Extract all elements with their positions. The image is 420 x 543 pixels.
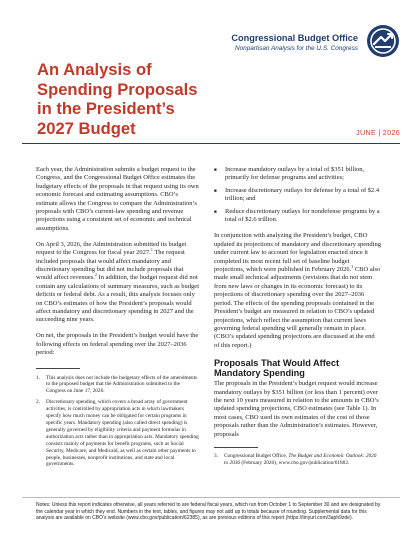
org-tagline: Nonpartisan Analysis for the U.S. Congress — [234, 45, 358, 52]
title-line-2: Spending Proposals — [37, 79, 198, 99]
mandatory-paragraph: The proposals in the President’s budget request would increase mandatory outlays by $351 billion (or less than 1 percent) over the next 10 years measured in relation to the amounts in CBO’s updated spending projections, CBO estimates (see Table 1). In most cases, CBO used its own estimates of the cost of those proposals rather than the Administration’s estimates. However, proposals — [214, 380, 379, 438]
report-title — [37, 60, 307, 138]
org-name: Congressional Budget Office — [231, 33, 358, 43]
notes-divider — [22, 497, 400, 498]
report-header — [0, 0, 420, 60]
list-item: ■ Increase discretionary outlays for defense by a total of $2.4 trillion; and — [214, 187, 381, 204]
net-effects-paragraph: On net, the proposals in the President’s budget would have the following effects on federal spending over the 2027–2036 period: — [36, 332, 199, 357]
report-notes: Notes: Unless this report indicates otherwise, all years referred to are federal fiscal years, which run from October 1 to September 30 and are designated by the calendar year in which they end. Numbers in the text, tables, and figures may not add up to totals because of rounding. Supplemental data for this analysis are available on CBO’s website (www.cbo.gov/publication/62385), as are previous editions of this report (https://tinyurl.com/3aph9zde). — [36, 502, 381, 522]
title-line-1: An Analysis of — [37, 60, 152, 79]
footnote-divider — [214, 447, 258, 448]
section-heading: Proposals That Would Affect Mandatory Spending — [214, 358, 340, 379]
footnote-ref-1[interactable]: 1 — [150, 247, 153, 252]
list-item: ■ Increase mandatory outlays by a total of $351 billion, primarily for defense programs and activities; — [214, 166, 381, 183]
footnote-ref-3[interactable]: 3 — [351, 263, 354, 269]
footnote-ref-2[interactable]: 2 — [94, 272, 97, 278]
submission-paragraph: On April 3, 2026, the Administration submitted its budget request to the Congress for fiscal year 2027.$^1$ The request included proposals that would affect mandatory and discretionary spending but did not include proposals that would affect revenues.$^2$ In addition, the budget request did not contain any calculations of summary measures, such as budget deficits or federal debt. As a result, this analysis focuses only on CBO’s estimates of how the President’s proposals would affect mandatory and discretionary spending in 2027 and the succeeding nine years. — [36, 240, 199, 324]
footnote-1: 1. This analysis does not include the budgetary effects of the amendments to the proposed budget that the Administration submitted to the Congress on June 17, 2026. — [36, 374, 198, 395]
intro-paragraph: Each year, the Administration submits a budget request to the Congress, and the Congressional Budget Office estimates the budgetary effects of the proposals in that request using its own economic forecast and estimating assumptions. CBO’s estimate allows the Congress to compare the Administration’s proposals with CBO’s current-law spending and revenue projections using a consistent set of economic and technical assumptions. — [36, 166, 199, 232]
footnote-2: 2. Discretionary spending, which covers a broad array of government activities, is controlled by appropriation acts in which lawmakers specify how much money can be obligated for certain programs in specific years. Mandatory spending (also called direct spending) is generally governed by eligibility criteria and payment formulas in authorization acts rather than in appropriation acts. Mandatory spending consists mainly of payments for benefit programs, such as Social Security, Medicare, and Medicaid, as well as certain other payments to people, businesses, nonprofit institutions, and state and local governments. — [36, 399, 199, 468]
title-line-4: 2027 Budget — [37, 118, 136, 138]
list-item: ■ Reduce discretionary outlays for nondefense programs by a total of $2.6 trillion. — [214, 208, 381, 225]
effects-list — [214, 166, 381, 224]
footnote-3: 3. Congressional Budget Office, The Budget and Economic Outlook: 2026 to 2036 (February 2026), www.cbo.gov/publication/61882. — [214, 452, 377, 466]
title-divider — [22, 143, 400, 144]
left-column — [36, 166, 199, 472]
cbo-seal-icon — [366, 24, 400, 58]
report-date: JUNE | 2026 — [356, 128, 400, 137]
footnote-divider — [36, 368, 80, 369]
baseline-paragraph: In conjunction with analyzing the President’s budget, CBO updated its projections of mandatory and discretionary spending under current law to account for legislation enacted since it completed its most recent full set of baseline budget projections, which were published in February 2026.$^3$ CBO also made small technical adjustments (revisions that do not stem from new laws or changes in its economic forecast) to its projections of discretionary spending over the 2027–2036 period. The effects of the spending proposals contained in the President’s budget are measured in relation to CBO’s updated projections, which reflect the assumption that current laws governing federal spending will generally remain in place. (CBO’s updated spending projections are discussed at the end of this report.) — [214, 232, 381, 349]
right-column — [214, 166, 381, 471]
title-line-3: in the President’s — [37, 99, 175, 119]
